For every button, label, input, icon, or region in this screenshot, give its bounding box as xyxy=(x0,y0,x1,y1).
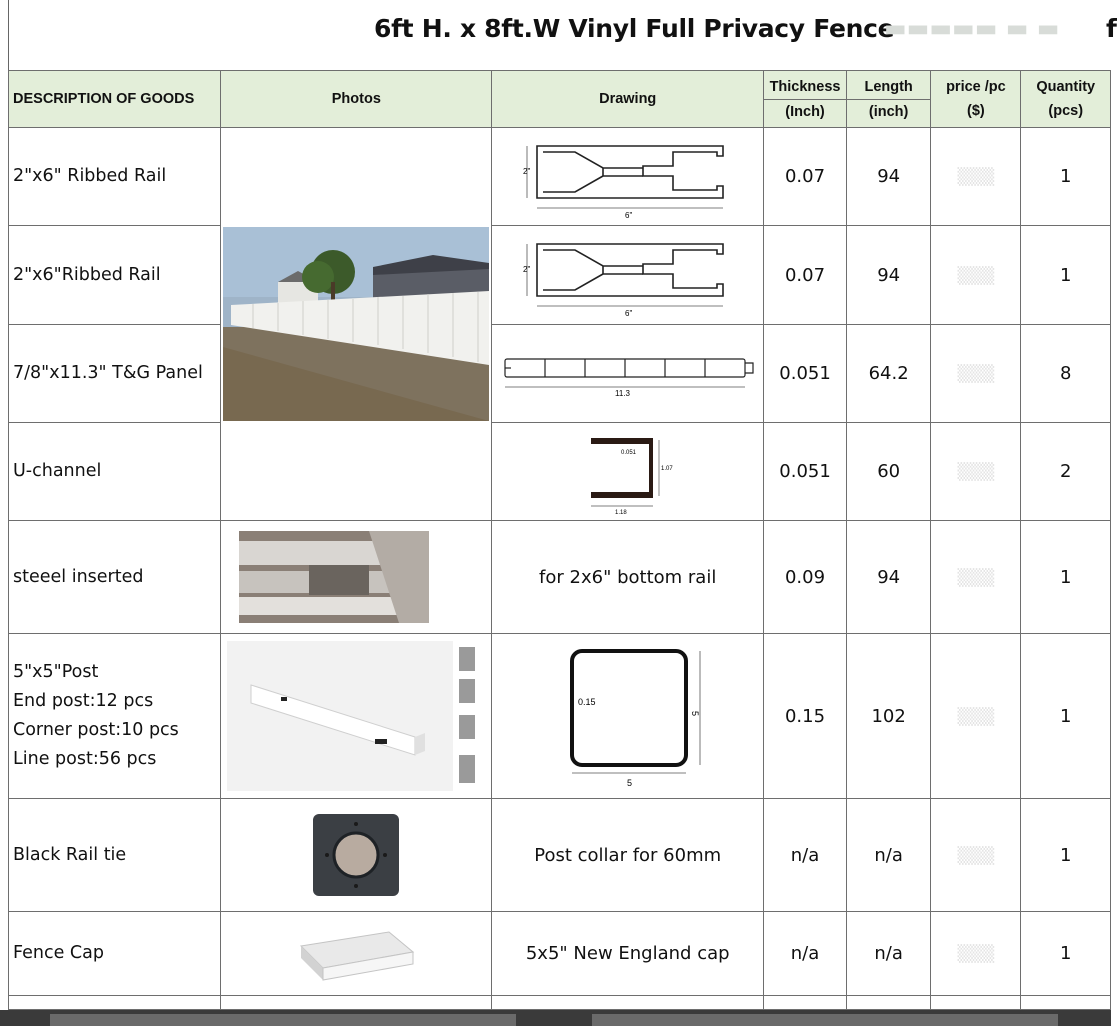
table-row xyxy=(9,423,1111,521)
drawing-cell: Post collar for 60mm xyxy=(492,799,764,912)
header-description: DESCRIPTION OF GOODS xyxy=(9,71,221,128)
post-height-label: 5 xyxy=(689,711,700,717)
drawing-cell: for 2x6" bottom rail xyxy=(492,521,764,634)
photo-cell xyxy=(221,799,492,912)
drawing-cell xyxy=(492,226,764,325)
description-cell: 2"x6"Ribbed Rail xyxy=(9,226,221,325)
end-post-count: End post:12 pcs xyxy=(13,691,154,711)
length-cell: 94 xyxy=(846,226,930,325)
table-row xyxy=(9,226,1111,325)
post-width-label: 5 xyxy=(626,778,632,788)
blurred-title-suffix: ▬▬▬▬▬ ▬ ▬ xyxy=(884,14,1060,42)
header-thickness xyxy=(764,71,847,128)
uchannel-thickness-label: 0.051 xyxy=(620,449,636,456)
length-cell: 60 xyxy=(846,423,930,521)
table-row xyxy=(9,799,1111,912)
panel-width-label: 11.3 xyxy=(614,388,630,398)
quantity-cell: 1 xyxy=(1021,226,1111,325)
thickness-cell: 0.07 xyxy=(764,128,847,226)
toolbar-segment-right[interactable] xyxy=(592,1014,1058,1026)
rail-tie-photo xyxy=(311,812,401,898)
fence-photo xyxy=(223,227,489,421)
uchannel-height-label: 1.07 xyxy=(660,465,673,472)
thickness-cell: 0.051 xyxy=(764,325,847,423)
header-photos: Photos xyxy=(221,71,492,128)
thickness-cell: 0.15 xyxy=(764,634,847,799)
uchannel-width-label: 1.18 xyxy=(614,509,627,516)
length-cell: n/a xyxy=(846,799,930,912)
thickness-cell: 0.09 xyxy=(764,521,847,634)
price-cell-blurred: ▒▒▒ xyxy=(931,423,1021,521)
description-cell: Fence Cap xyxy=(9,912,221,996)
drawing-cell xyxy=(492,423,764,521)
table-row-partial xyxy=(9,996,1111,1010)
drawing-cell xyxy=(492,128,764,226)
title-bar xyxy=(8,0,1117,70)
price-cell-blurred: ▒▒▒ xyxy=(931,912,1021,996)
price-cell-blurred: ▒▒▒ xyxy=(931,799,1021,912)
description-cell: steeel inserted xyxy=(9,521,221,634)
price-cell-blurred: ▒▒▒ xyxy=(931,128,1021,226)
length-cell: n/a xyxy=(846,912,930,996)
quantity-cell: 8 xyxy=(1021,325,1111,423)
post-photo xyxy=(225,639,487,793)
bottom-toolbar xyxy=(0,1010,1111,1026)
price-cell-blurred: ▒▒▒ xyxy=(931,634,1021,799)
photo-cell xyxy=(221,521,492,634)
post-title: 5"x5"Post xyxy=(13,662,99,682)
tg-panel-drawing xyxy=(497,349,759,399)
header-quantity-unit: (pcs) xyxy=(1048,103,1084,119)
ribbed-rail-drawing xyxy=(513,136,743,218)
quantity-cell: 1 xyxy=(1021,799,1111,912)
post-drawing xyxy=(548,641,708,791)
description-cell: 7/8"x11.3" T&G Panel xyxy=(9,325,221,423)
thickness-cell: 0.051 xyxy=(764,423,847,521)
description-cell: Black Rail tie xyxy=(9,799,221,912)
quantity-cell: 2 xyxy=(1021,423,1111,521)
u-channel-drawing xyxy=(573,430,683,514)
header-drawing: Drawing xyxy=(492,71,764,128)
drawing-cell xyxy=(492,325,764,423)
price-cell-blurred: ▒▒▒ xyxy=(931,325,1021,423)
steel-insert-photo xyxy=(239,531,429,623)
header-row xyxy=(9,71,1111,128)
header-thickness-unit: (Inch) xyxy=(785,103,825,120)
header-quantity-label: Quantity xyxy=(1036,79,1096,95)
header-length xyxy=(846,71,930,128)
header-quantity xyxy=(1021,71,1111,128)
line-post-count: Line post:56 pcs xyxy=(13,749,157,769)
length-cell: 94 xyxy=(846,521,930,634)
toolbar-segment-left[interactable] xyxy=(50,1014,516,1026)
header-price-unit: ($) xyxy=(967,103,985,119)
header-thickness-label: Thickness xyxy=(764,75,846,100)
description-cell xyxy=(9,634,221,799)
table-row xyxy=(9,634,1111,799)
post-thickness-label: 0.15 xyxy=(577,697,596,707)
thickness-cell: 0.07 xyxy=(764,226,847,325)
length-cell: 94 xyxy=(846,128,930,226)
rail-height-label: 2" xyxy=(522,166,530,176)
quantity-cell: 1 xyxy=(1021,128,1111,226)
page-title: 6ft H. x 8ft.W Vinyl Full Privacy Fence xyxy=(374,14,895,43)
table-row xyxy=(9,912,1111,996)
rail-width-label: 6" xyxy=(624,210,632,220)
corner-post-count: Corner post:10 pcs xyxy=(13,720,179,740)
header-price xyxy=(931,71,1021,128)
header-length-unit: (inch) xyxy=(868,103,909,120)
rail-width-label: 6" xyxy=(624,309,632,318)
fence-photo-cell xyxy=(221,128,492,521)
table-row xyxy=(9,521,1111,634)
fence-cap-photo xyxy=(293,924,419,984)
thickness-cell: n/a xyxy=(764,799,847,912)
table-row xyxy=(9,325,1111,423)
ribbed-rail-drawing xyxy=(513,234,743,316)
rail-height-label: 2" xyxy=(522,265,530,274)
title-trailing-letter: f xyxy=(1106,14,1117,43)
length-cell: 64.2 xyxy=(846,325,930,423)
description-cell: U-channel xyxy=(9,423,221,521)
photo-cell xyxy=(221,912,492,996)
quantity-cell: 1 xyxy=(1021,912,1111,996)
drawing-cell xyxy=(492,634,764,799)
drawing-cell: 5x5" New England cap xyxy=(492,912,764,996)
header-price-label: price /pc xyxy=(946,79,1006,95)
table-row xyxy=(9,128,1111,226)
quantity-cell: 1 xyxy=(1021,521,1111,634)
description-cell: 2"x6" Ribbed Rail xyxy=(9,128,221,226)
thickness-cell: n/a xyxy=(764,912,847,996)
length-cell: 102 xyxy=(846,634,930,799)
header-length-label: Length xyxy=(847,75,930,100)
photo-cell xyxy=(221,634,492,799)
price-cell-blurred: ▒▒▒ xyxy=(931,226,1021,325)
price-cell-blurred: ▒▒▒ xyxy=(931,521,1021,634)
quantity-cell: 1 xyxy=(1021,634,1111,799)
goods-table xyxy=(8,70,1111,1010)
